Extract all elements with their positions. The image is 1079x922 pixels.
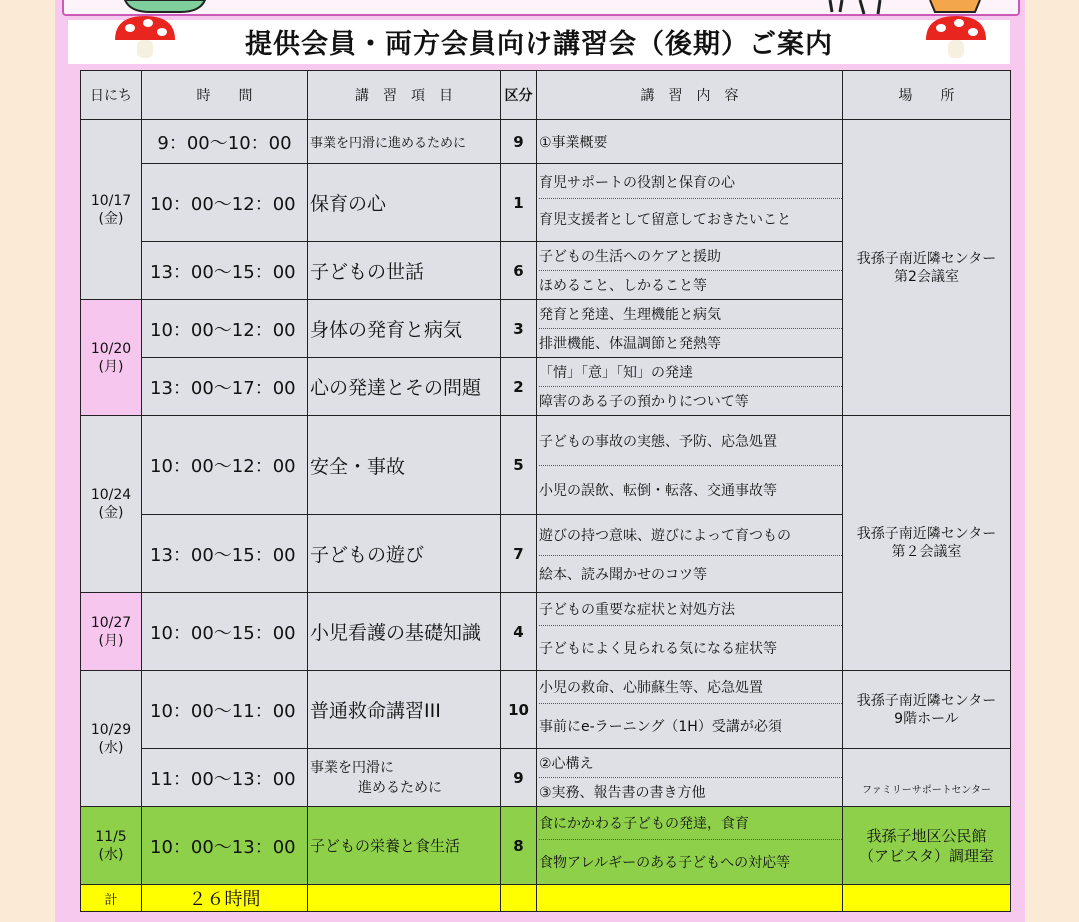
kubun-cell: 4 — [501, 593, 537, 671]
subject-cell: 普通救命講習III — [308, 671, 501, 749]
header-date: 日にち — [81, 71, 142, 120]
content-cell — [537, 300, 843, 358]
place-cell — [843, 671, 1011, 749]
date-cell — [81, 120, 142, 300]
time-cell: 10：00〜12：00 — [142, 164, 308, 242]
date-dow: (金) — [98, 210, 124, 227]
subject-cell: 身体の発育と病気 — [308, 300, 501, 358]
time-cell: 13：00〜15：00 — [142, 515, 308, 593]
date-dow: (月) — [98, 632, 124, 649]
header-place: 場 所 — [843, 71, 1011, 120]
content-cell — [537, 164, 843, 242]
place-line-2: 第2会議室 — [894, 268, 959, 285]
date-cell — [81, 300, 142, 416]
place-cell — [843, 807, 1011, 885]
subject-cell: 事業を円滑に進めるために — [308, 120, 501, 164]
content-line: 小児の救命、心肺蘇生等、応急処置 — [539, 680, 763, 696]
content-cell — [537, 416, 843, 515]
content-line: ③実務、報告書の書き方他 — [539, 777, 842, 806]
kubun-cell: 5 — [501, 416, 537, 515]
time-cell: 11：00〜13：00 — [142, 749, 308, 807]
place-line-2: （アビスタ）調理室 — [858, 846, 994, 865]
date-dow: (水) — [98, 739, 124, 756]
place-cell — [843, 749, 1011, 807]
place-line-1: 我孫子南近隣センター — [856, 692, 997, 709]
content-line: 食にかかわる子どもの発達，食育 — [539, 816, 749, 832]
date-day: 10/17 — [90, 192, 132, 209]
content-line: 育児支援者として留意しておきたいこと — [539, 198, 842, 239]
page-title: 提供会員・両方会員向け講習会（後期）ご案内 — [245, 29, 833, 60]
place-line-1: 我孫子南近隣センター — [856, 526, 997, 542]
place-line-1: 我孫子地区公民館 — [866, 826, 987, 845]
kubun-cell: 7 — [501, 515, 537, 593]
kubun-cell: 9 — [501, 749, 537, 807]
content-line: 「情」「意」「知」の発達 — [539, 365, 693, 381]
header-time: 時 間 — [142, 71, 308, 120]
subject-cell: 子どもの世話 — [308, 242, 501, 300]
date-cell — [81, 671, 142, 807]
content-line: 子どもの事故の実態、予防、応急処置 — [539, 433, 777, 450]
decor-house-icon — [925, 0, 985, 14]
subject-cell: 安全・事故 — [308, 416, 501, 515]
content-line: 遊びの持つ意味、遊びによって育つもの — [539, 528, 791, 544]
content-cell — [537, 749, 843, 807]
header-content: 講 習 内 容 — [537, 71, 843, 120]
total-row — [81, 885, 1011, 912]
date-cell — [81, 593, 142, 671]
content-line: ほめること、しかること等 — [539, 270, 842, 299]
date-dow: (金) — [98, 505, 124, 521]
content-line: 子どもの重要な症状と対処方法 — [539, 602, 735, 618]
time-cell: 10：00〜15：00 — [142, 593, 308, 671]
total-value: ２６時間 — [142, 885, 308, 912]
place-cell — [843, 416, 1011, 671]
content-line: 小児の誤飲、転倒・転落、交通事故等 — [539, 465, 842, 514]
time-cell: 10：00〜12：00 — [142, 416, 308, 515]
content-line: 排泄機能、体温調節と発熱等 — [539, 328, 842, 357]
mushroom-icon-left — [112, 14, 178, 60]
mushroom-icon-right — [923, 14, 989, 60]
date-dow: (月) — [98, 358, 124, 375]
subject-cell: 小児看護の基礎知識 — [308, 593, 501, 671]
content-cell — [537, 807, 843, 885]
subject-cell — [308, 749, 501, 807]
kubun-cell: 6 — [501, 242, 537, 300]
content-line: 事前にe-ラーニング（1H）受講が必須 — [539, 703, 842, 748]
table-row — [81, 671, 1011, 749]
place-cell — [843, 120, 1011, 416]
place-line-1: 我孫子南近隣センター — [856, 250, 997, 267]
content-cell — [537, 515, 843, 593]
time-cell: 10：00〜11：00 — [142, 671, 308, 749]
date-day: 11/5 — [95, 828, 127, 845]
kubun-cell: 1 — [501, 164, 537, 242]
content-cell — [537, 671, 843, 749]
content-line: 食物アレルギーのある子どもへの対応等 — [539, 839, 842, 884]
empty-cell — [308, 885, 501, 912]
content-line: 絵本、読み聞かせのコツ等 — [539, 555, 842, 592]
subject-line-1: 事業を円滑に — [310, 759, 394, 776]
content-line: ②心構え — [539, 756, 594, 772]
content-line: ①事業概要 — [539, 134, 608, 151]
kubun-cell: 8 — [501, 807, 537, 885]
decor-left-figure — [120, 0, 210, 14]
date-day: 10/20 — [90, 340, 132, 357]
date-day: 10/27 — [90, 614, 132, 631]
content-cell — [537, 593, 843, 671]
subject-cell: 保育の心 — [308, 164, 501, 242]
empty-cell — [501, 885, 537, 912]
header-subject: 講 習 項 目 — [308, 71, 501, 120]
empty-cell — [537, 885, 843, 912]
content-line: 育児サポートの役割と保育の心 — [539, 175, 735, 191]
subject-cell: 子どもの栄養と食生活 — [308, 807, 501, 885]
date-day: 10/29 — [90, 721, 132, 738]
decor-right-figure — [820, 0, 900, 16]
content-line: 子どもによく見られる気になる症状等 — [539, 625, 842, 670]
content-line: 発育と発達、生理機能と病気 — [539, 307, 721, 323]
content-cell — [537, 120, 843, 164]
date-cell — [81, 416, 142, 593]
date-dow: (水) — [98, 846, 124, 863]
time-cell: 10：00〜12：00 — [142, 300, 308, 358]
content-line: 障害のある子の預かりについて等 — [539, 386, 842, 415]
empty-cell — [843, 885, 1011, 912]
time-cell: 10：00〜13：00 — [142, 807, 308, 885]
time-cell: 9：00〜10：00 — [142, 120, 308, 164]
table-row — [81, 807, 1011, 885]
content-cell — [537, 242, 843, 300]
content-cell — [537, 358, 843, 416]
header-kubun: 区分 — [501, 71, 537, 120]
subject-line-2: 進めるために — [358, 779, 442, 796]
date-day: 10/24 — [90, 487, 132, 503]
subject-cell: 子どもの遊び — [308, 515, 501, 593]
kubun-cell: 2 — [501, 358, 537, 416]
kubun-cell: 9 — [501, 120, 537, 164]
table-row — [81, 749, 1011, 807]
kubun-cell: 10 — [501, 671, 537, 749]
header-row — [81, 71, 1011, 120]
date-cell — [81, 807, 142, 885]
time-cell: 13：00〜17：00 — [142, 358, 308, 416]
time-cell: 13：00〜15：00 — [142, 242, 308, 300]
place-line-2: 第２会議室 — [891, 544, 962, 560]
subject-cell: 心の発達とその問題 — [308, 358, 501, 416]
title-bar — [68, 20, 1010, 64]
schedule-table — [80, 70, 1011, 912]
table-row — [81, 416, 1011, 515]
place-line-1: ファミリーサポートセンター — [861, 785, 992, 796]
kubun-cell: 3 — [501, 300, 537, 358]
place-line-2: 9階ホール — [894, 710, 959, 727]
total-label: 計 — [81, 885, 142, 912]
table-row — [81, 120, 1011, 164]
content-line: 子どもの生活へのケアと援助 — [539, 249, 721, 265]
